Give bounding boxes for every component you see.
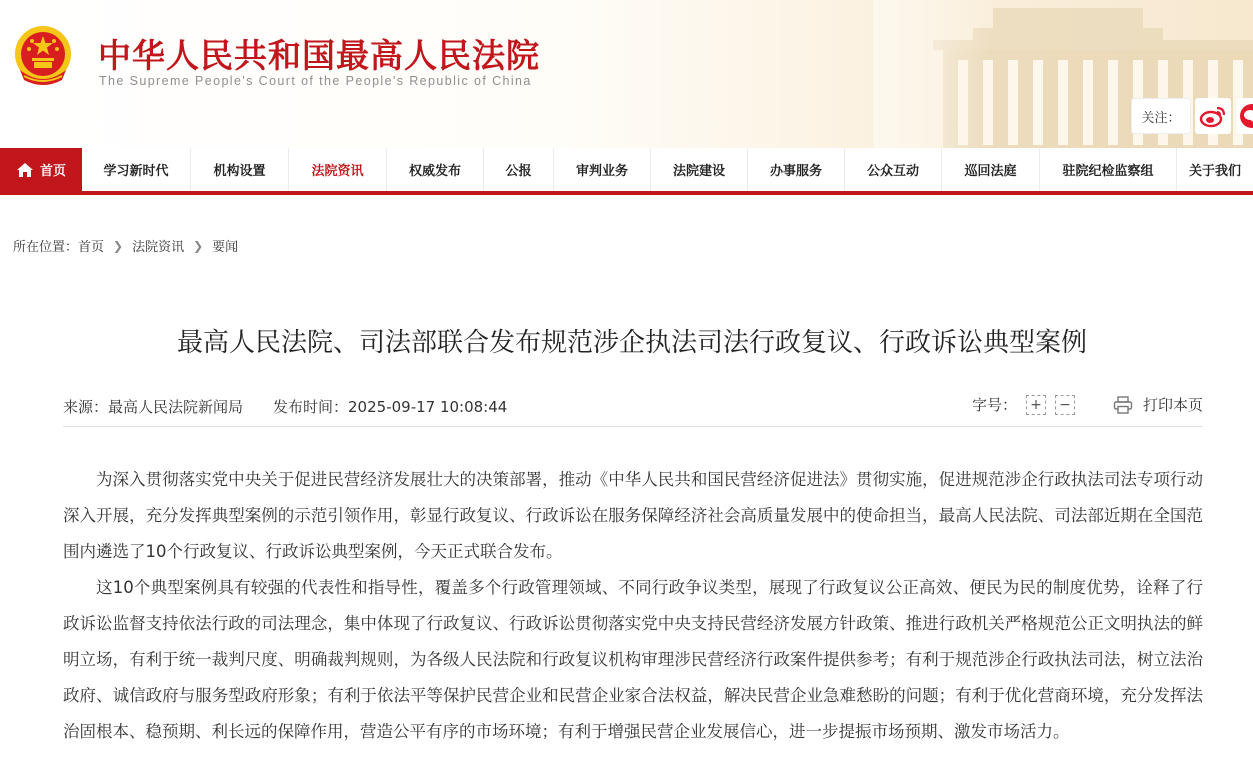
article-paragraph: 这10个典型案例具有较强的代表性和指导性，覆盖多个行政管理领域、不同行政争议类型，展现了行政复议公正高效、便民为民的制度优势，诠释了行政诉讼监督支持依法行政的司法理念，集中体现了行政复议、行政诉讼贯彻落实党中央支持民营经济发展方针政策、推进行政机关严格规范公正文明执法的鲜明立场，有利于统一裁判尺度、明确裁判规则，为各级人民法院和行政复议机构审理涉民营经济行政案件提供参考；有利于规范涉企行政执法司法，树立法治政府、诚信政府与服务型政府形象；有利于依法平等保护民营企业和民营企业家合法权益，解决民营企业急难愁盼的问题；有利于优化营商环境，充分发挥法治固根本、稳预期、利长远的保障作用，营造公平有序的市场环境；有利于增强民营企业发展信心，进一步提振市场预期、激发市场活力。 — [63, 578, 1203, 741]
nav-item-interaction[interactable]: 公众互动 — [845, 148, 942, 191]
breadcrumb — [13, 236, 238, 255]
wechat-icon — [1239, 103, 1253, 129]
nav-item-discipline-group[interactable]: 驻院纪检监察组 — [1040, 148, 1177, 191]
home-icon — [16, 162, 34, 178]
nav-item-label: 首页 — [39, 164, 66, 179]
article-paragraph: 为深入贯彻落实党中央关于促进民营经济发展壮大的决策部署，推动《中华人民共和国民营经济促进法》贯彻实施，促进规范涉企行政执法司法专项行动深入开展，充分发挥典型案例的示范引领作用，彰显行政复议、行政诉讼在服务保障经济社会高质量发展中的使命担当，最高人民法院、司法部近期在全国范围内遴选了10个行政复议、行政诉讼典型案例，今天正式联合发布。 — [63, 470, 1203, 561]
weibo-icon — [1199, 104, 1227, 128]
article-body — [63, 462, 1203, 750]
print-label: 打印本页 — [1142, 396, 1203, 414]
site-subtitle: The Supreme People's Court of the People's Republic of China — [99, 74, 532, 88]
nav-item-about[interactable]: 关于我们 — [1188, 164, 1241, 179]
nav-item-court-building[interactable]: 法院建设 — [651, 148, 748, 191]
chevron-right-icon: ❯ — [193, 238, 204, 253]
national-emblem-logo — [12, 24, 74, 90]
nav-item-circuit-court[interactable]: 巡回法庭 — [942, 148, 1040, 191]
font-increase-button[interactable]: + — [1026, 395, 1046, 415]
article-publish-time: 发布时间：2025-09-17 10:08:44 — [273, 398, 508, 416]
weibo-link[interactable] — [1195, 98, 1231, 134]
article-meta — [63, 394, 1203, 427]
nav-item-home[interactable] — [0, 148, 82, 191]
chevron-right-icon: ❯ — [113, 238, 124, 253]
nav-item-releases[interactable]: 权威发布 — [387, 148, 484, 191]
article-source: 来源：最高人民法院新闻局 — [63, 398, 244, 416]
print-button[interactable] — [1113, 394, 1203, 415]
site-header — [0, 0, 1253, 148]
nav-item-organization[interactable]: 机构设置 — [191, 148, 289, 191]
printer-icon — [1113, 396, 1133, 414]
wechat-link[interactable] — [1237, 98, 1253, 134]
nav-item-services[interactable]: 办事服务 — [748, 148, 845, 191]
follow-label: 关注： — [1131, 98, 1191, 134]
breadcrumb-prefix: 所在位置： — [13, 240, 79, 255]
article-title: 最高人民法院、司法部联合发布规范涉企执法司法行政复议、行政诉讼典型案例 — [176, 328, 1087, 358]
nav-item-gazette[interactable]: 公报 — [484, 148, 554, 191]
main-nav — [0, 148, 1253, 195]
site-title[interactable]: 中华人民共和国最高人民法院 — [98, 36, 540, 75]
breadcrumb-item-court-news[interactable]: 法院资讯 — [132, 240, 185, 255]
nav-item-court-news[interactable]: 法院资讯 — [289, 148, 387, 191]
font-decrease-button[interactable]: − — [1055, 395, 1075, 415]
breadcrumb-item-home[interactable]: 首页 — [78, 240, 105, 255]
font-size-label: 字号： — [971, 396, 1017, 414]
nav-item-trial-business[interactable]: 审判业务 — [554, 148, 651, 191]
breadcrumb-item-headlines[interactable]: 要闻 — [212, 240, 239, 255]
nav-item-study[interactable]: 学习新时代 — [82, 148, 191, 191]
